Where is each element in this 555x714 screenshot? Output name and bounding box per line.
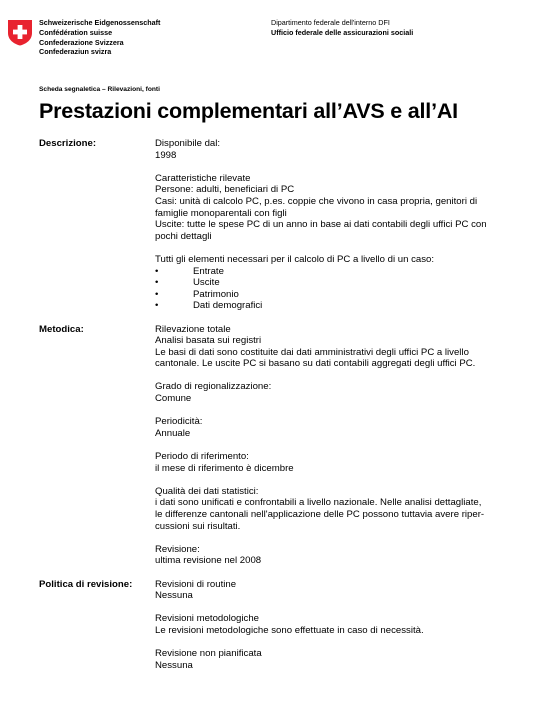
routine-value: Nessuna xyxy=(155,590,193,602)
list-item xyxy=(155,300,529,312)
revision-value: ultima revisione nel 2008 xyxy=(155,555,262,567)
characteristics-uscite-2: pochi dettagli xyxy=(155,230,212,242)
bullet: • xyxy=(155,300,159,312)
department-name: Dipartimento federale dell'interno DFI xyxy=(271,18,390,27)
confederation-names xyxy=(39,18,160,57)
list-item xyxy=(155,266,529,278)
characteristics-title: Caratteristiche rilevate xyxy=(155,172,251,184)
regional-value: Comune xyxy=(155,393,192,405)
characteristics-casi-1: Casi: unità di calcolo PC, p.es. coppie che vivono in casa propria, genitori di xyxy=(155,195,478,207)
list-item xyxy=(155,277,529,289)
list-item xyxy=(155,289,529,301)
available-label: Disponibile dal: xyxy=(155,138,221,149)
method-line-4: cantonale. Le uscite PC si basano su dati contabili aggregati degli uffici PC. xyxy=(155,358,476,370)
section-label-politica: Politica di revisione: xyxy=(39,578,133,590)
bullet: • xyxy=(155,265,159,277)
confed-de: Schweizerische Eidgenossenschaft xyxy=(39,18,161,27)
section-body-descrizione xyxy=(155,138,529,312)
document-overline: Scheda segnaletica – Rilevazioni, fonti xyxy=(39,86,160,93)
routine-block xyxy=(155,579,529,602)
section-body-politica xyxy=(155,579,529,672)
quality-label: Qualità dei dati statistici: xyxy=(155,485,259,497)
available-block xyxy=(155,138,529,161)
section-label-descrizione: Descrizione: xyxy=(39,138,97,149)
regional-block xyxy=(155,381,529,404)
method-line-2: Analisi basata sui registri xyxy=(155,335,262,347)
section-politica xyxy=(0,579,555,672)
section-label-metodica: Metodica: xyxy=(39,323,84,335)
section-body-metodica xyxy=(155,324,529,567)
unplanned-label: Revisione non pianificata xyxy=(155,648,262,660)
methodological-block xyxy=(155,613,529,636)
bullet: • xyxy=(155,277,159,289)
methodological-value: Le revisioni metodologiche sono effettuate in caso di necessità. xyxy=(155,624,424,636)
periodicity-value: Annuale xyxy=(155,427,191,439)
method-block xyxy=(155,324,529,370)
list-item-text: Dati demografici xyxy=(193,300,263,312)
characteristics-casi-2: famiglie monoparentali con figli xyxy=(155,207,287,219)
document-content xyxy=(0,138,555,683)
elements-intro: Tutti gli elementi necessari per il calcolo di PC a livello di un caso: xyxy=(155,253,435,265)
elements-block xyxy=(155,254,529,312)
page-title: Prestazioni complementari all’AVS e all’AI xyxy=(39,99,458,123)
routine-label: Revisioni di routine xyxy=(155,578,237,590)
list-item-text: Patrimonio xyxy=(193,288,239,300)
unplanned-block xyxy=(155,648,529,671)
quality-line-3: cussioni sui risultati. xyxy=(155,520,241,532)
office-name: Ufficio federale delle assicurazioni sociali xyxy=(271,27,414,37)
unplanned-value: Nessuna xyxy=(155,659,193,671)
section-metodica xyxy=(0,324,555,567)
periodicity-label: Periodicità: xyxy=(155,416,203,428)
confed-rm: Confederaziun svizra xyxy=(39,47,112,57)
reference-block xyxy=(155,451,529,474)
quality-block xyxy=(155,486,529,532)
quality-line-2: le differenze cantonali nell'applicazione delle PC possono tuttavia avere riper- xyxy=(155,509,485,520)
bullet: • xyxy=(155,288,159,300)
characteristics-uscite-1: Uscite: tutte le spese PC di un anno in base ai dati contabili degli uffici PC con xyxy=(155,219,487,231)
list-item-text: Entrate xyxy=(193,265,224,277)
reference-label: Periodo di riferimento: xyxy=(155,451,249,463)
reference-value: il mese di riferimento è dicembre xyxy=(155,462,294,474)
revision-block xyxy=(155,544,529,567)
section-descrizione xyxy=(0,138,555,312)
regional-label: Grado di regionalizzazione: xyxy=(155,381,272,393)
list-item-text: Uscite xyxy=(193,277,220,289)
characteristics-persone: Persone: adulti, beneficiari di PC xyxy=(155,184,295,196)
revision-label: Revisione: xyxy=(155,543,200,555)
confed-it: Confederazione Svizzera xyxy=(39,37,124,47)
available-value: 1998 xyxy=(155,149,177,161)
periodicity-block xyxy=(155,416,529,439)
method-line-3: Le basi di dati sono costituite dai dati amministrativi degli uffici PC a livello xyxy=(155,346,469,358)
methodological-label: Revisioni metodologiche xyxy=(155,613,259,625)
method-line-1: Rilevazione totale xyxy=(155,323,231,335)
department-info xyxy=(271,18,413,38)
confed-fr: Confédération suisse xyxy=(39,27,113,37)
quality-line-1: i dati sono unificati e confrontabili a livello nazionale. Nelle analisi dettagliate, xyxy=(155,497,482,509)
swiss-coat-of-arms-icon xyxy=(7,19,33,46)
characteristics-block xyxy=(155,173,529,243)
